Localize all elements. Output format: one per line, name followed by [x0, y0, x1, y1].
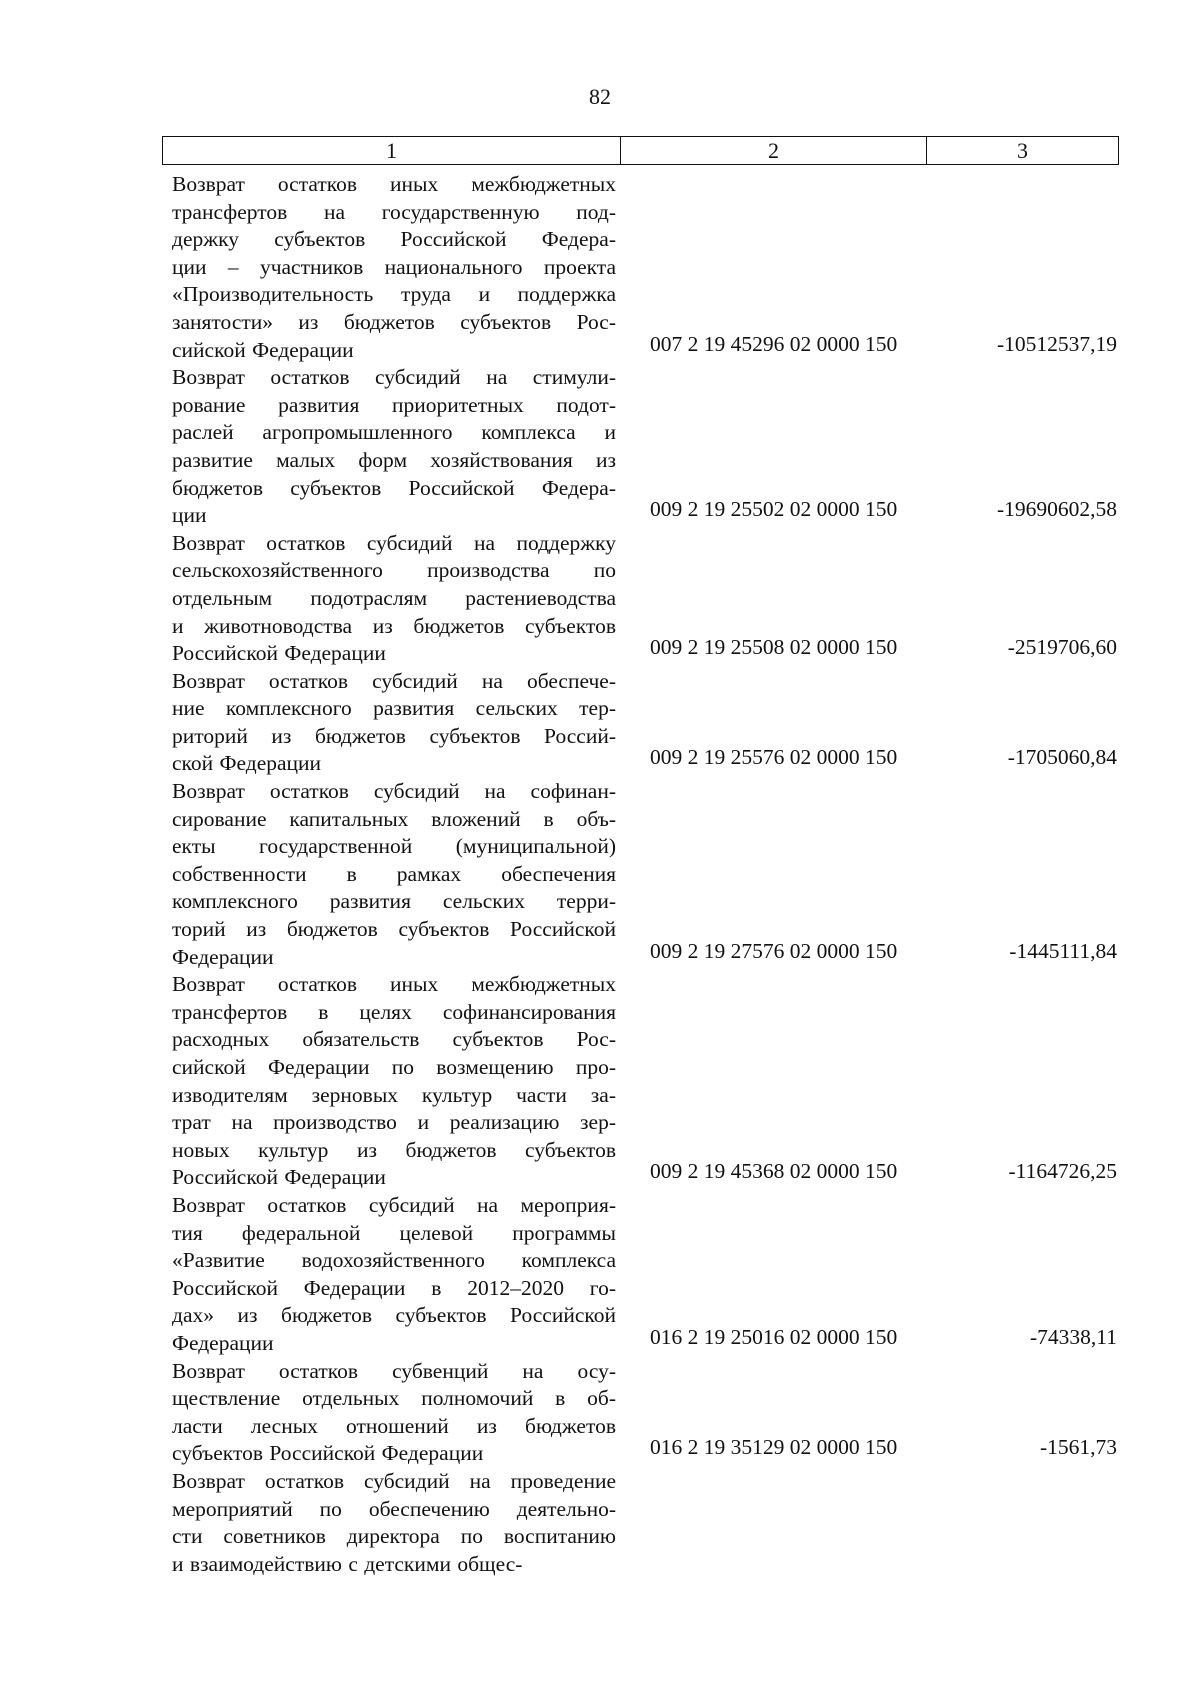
budget-code: 009 2 19 25502 02 0000 150: [650, 497, 898, 522]
description-line: комплексного развития сельских терри-: [172, 889, 616, 914]
row-description: [172, 171, 616, 364]
description-line: отдельным подотраслям растениеводства: [172, 585, 616, 610]
row-description: [172, 1192, 616, 1358]
amount: -10512537,19: [996, 331, 1117, 356]
description-line: Возврат остатков субвенций на осу-: [172, 1358, 616, 1383]
amount: -19690602,58: [996, 497, 1117, 522]
description-line: рование развития приоритетных подот-: [172, 392, 616, 417]
table-row: [172, 778, 1117, 971]
row-description: [172, 530, 616, 668]
budget-code: 016 2 19 35129 02 0000 150: [650, 1435, 898, 1460]
description-line: тия федеральной целевой программы: [172, 1220, 616, 1245]
page-number: 82: [589, 84, 611, 109]
description-line: сийской Федерации: [172, 337, 354, 362]
description-line: собственности в рамках обеспечения: [172, 861, 616, 886]
description-line: мероприятий по обеспечению деятельно-: [172, 1496, 616, 1521]
description-line: трансфертов на государственную под-: [172, 199, 616, 224]
description-line: и взаимодействию с детскими общес-: [172, 1551, 523, 1576]
row-description: [172, 971, 616, 1192]
description-line: ции – участников национального проекта: [172, 254, 616, 279]
description-line: Возврат остатков субсидий на поддержку: [172, 530, 616, 555]
table-row: [172, 364, 1117, 530]
row-description: [172, 1358, 616, 1468]
description-line: сельскохозяйственного производства по: [172, 558, 616, 583]
amount: -2519706,60: [1007, 635, 1117, 660]
description-line: «Развитие водохозяйственного комплекса: [172, 1248, 616, 1273]
description-line: Возврат остатков субсидий на мероприя-: [172, 1192, 616, 1217]
table-row: [172, 971, 1117, 1192]
table-row: [172, 171, 1117, 364]
description-line: ласти лесных отношений из бюджетов: [172, 1413, 616, 1438]
table-row: [172, 668, 1117, 778]
description-line: дах» из бюджетов субъектов Российской: [172, 1303, 616, 1328]
row-description: [172, 668, 616, 778]
description-line: Возврат остатков субсидий на проведение: [172, 1468, 616, 1493]
row-description: [172, 1468, 616, 1578]
description-line: Возврат остатков субсидий на стимули-: [172, 365, 616, 390]
description-line: бюджетов субъектов Российской Федера-: [172, 475, 616, 500]
table-row: [172, 1192, 1117, 1358]
amount: -74338,11: [1030, 1324, 1117, 1349]
description-line: Возврат остатков иных межбюджетных: [172, 972, 616, 997]
budget-code: 009 2 19 25508 02 0000 150: [650, 635, 898, 660]
budget-code: 016 2 19 25016 02 0000 150: [650, 1324, 898, 1349]
amount: -1164726,25: [1008, 1159, 1117, 1184]
description-line: занятости» из бюджетов субъектов Рос-: [172, 309, 616, 334]
description-line: риторий из бюджетов субъектов Россий-: [172, 723, 616, 748]
description-line: держку субъектов Российской Федера-: [172, 227, 616, 252]
description-line: екты государственной (муниципальной): [172, 834, 616, 859]
description-line: Российской Федерации в 2012–2020 го-: [172, 1275, 616, 1300]
budget-code: 009 2 19 45368 02 0000 150: [650, 1159, 898, 1184]
description-line: Российской Федерации: [172, 1165, 386, 1190]
description-line: ществление отдельных полномочий в об-: [172, 1386, 616, 1411]
row-description: [172, 778, 616, 971]
description-line: «Производительность труда и поддержка: [172, 282, 616, 307]
table-row: [172, 1468, 1117, 1578]
budget-code: [642, 1572, 966, 1578]
budget-code: 007 2 19 45296 02 0000 150: [650, 331, 898, 356]
description-line: ние комплексного развития сельских тер-: [172, 696, 616, 721]
table-row: [172, 1358, 1117, 1468]
amount: -1705060,84: [1007, 745, 1117, 770]
description-line: субъектов Российской Федерации: [172, 1441, 484, 1466]
description-line: новых культур из бюджетов субъектов: [172, 1137, 616, 1162]
description-line: развитие малых форм хозяйствования из: [172, 447, 616, 472]
description-line: сирование капитальных вложений в объ-: [172, 806, 616, 831]
amount: -1445111,84: [1009, 938, 1117, 963]
column-header-3: 3: [1017, 137, 1028, 163]
amount: [966, 1572, 1117, 1578]
budget-code: 009 2 19 27576 02 0000 150: [650, 938, 898, 963]
table-body: [172, 171, 1117, 1578]
table-row: [172, 530, 1117, 668]
description-line: расходных обязательств субъектов Рос-: [172, 1027, 616, 1052]
table-header: [162, 136, 1119, 165]
description-line: изводителям зерновых культур части за-: [172, 1082, 616, 1107]
amount: -1561,73: [1039, 1435, 1117, 1460]
description-line: сийской Федерации по возмещению про-: [172, 1055, 616, 1079]
description-line: ции: [172, 503, 207, 528]
description-line: раслей агропромышленного комплекса и: [172, 420, 616, 445]
description-line: торий из бюджетов субъектов Российской: [172, 917, 616, 942]
description-line: Возврат остатков иных межбюджетных: [172, 172, 616, 196]
description-line: и животноводства из бюджетов субъектов: [172, 613, 616, 638]
description-line: сти советников директора по воспитанию: [172, 1524, 616, 1549]
description-line: Федерации: [172, 1330, 274, 1355]
description-line: Возврат остатков субсидий на обеспече-: [172, 668, 616, 693]
description-line: ской Федерации: [172, 751, 322, 776]
description-line: Российской Федерации: [172, 641, 386, 666]
description-line: трансфертов в целях софинансирования: [172, 999, 616, 1024]
column-header-1: 1: [163, 137, 621, 164]
column-header-2: 2: [621, 137, 927, 164]
description-line: трат на производство и реализацию зер-: [172, 1110, 616, 1135]
budget-code: 009 2 19 25576 02 0000 150: [650, 745, 898, 770]
description-line: Федерации: [172, 944, 274, 969]
description-line: Возврат остатков субсидий на софинан-: [172, 779, 616, 804]
row-description: [172, 364, 616, 530]
